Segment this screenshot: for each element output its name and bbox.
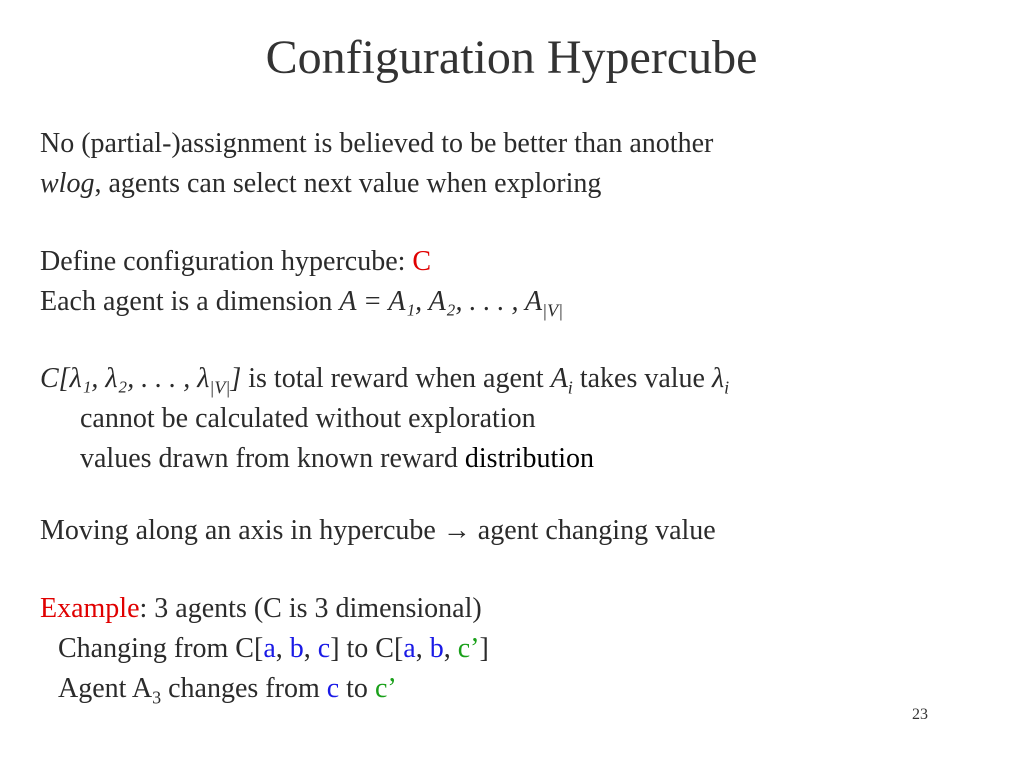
reward-formula-tail: ] (230, 363, 242, 394)
comma-4: , (443, 633, 458, 664)
value-b-2: b (429, 633, 444, 664)
reward-text: is total reward when agent (241, 363, 551, 394)
text-line-2 (40, 167, 601, 201)
lambda-i-main: λ (711, 363, 725, 394)
comma-1: , (275, 633, 290, 664)
agent-a3-sub: 3 (152, 687, 162, 708)
text-line-7 (80, 442, 594, 476)
agent-a3-text: Agent A (58, 673, 153, 704)
value-c-prime: c’ (457, 633, 480, 664)
value-c-old: c (326, 673, 340, 704)
text-line-6: cannot be calculated without exploration (80, 403, 536, 434)
agent-ai-main: A (550, 363, 568, 394)
distribution-link: distribution (464, 443, 595, 474)
to-text-2: to (339, 673, 375, 704)
takes-value-text: takes value (572, 363, 712, 394)
comma-3: , (415, 633, 430, 664)
values-drawn-text: values drawn from known reward (80, 443, 465, 474)
changing-from-text: Changing from C[ (58, 633, 264, 664)
define-text: Define configuration hypercube: (40, 246, 413, 277)
text-line-11 (58, 672, 397, 706)
example-text: : 3 agents (C is 3 dimensional) (139, 593, 482, 624)
example-label: Example (40, 593, 140, 624)
changes-from-text: changes from (161, 673, 327, 704)
value-c: c (317, 633, 331, 664)
slide-title: Configuration Hypercube (265, 31, 758, 84)
text-line-3 (40, 245, 431, 279)
value-a-2: a (403, 633, 416, 664)
dimension-text: Each agent is a dimension (40, 286, 333, 317)
text-line-1: No (partial-)assignment is believed to be better than another (40, 128, 714, 159)
text-line-4 (40, 285, 563, 319)
agents-formula-sub: |V| (542, 300, 564, 321)
hypercube-symbol: C (412, 246, 432, 277)
agents-formula (339, 286, 564, 321)
value-a: a (263, 633, 276, 664)
to-text: ] to C[ (330, 633, 404, 664)
comma-2: , (303, 633, 318, 664)
value-c-new: c’ (374, 673, 397, 704)
text-line-9 (40, 592, 482, 626)
agents-formula-main: A = A₁, A₂, . . . , A (339, 286, 543, 317)
page-number: 23 (912, 706, 928, 723)
text-line-2-rest: , agents can select next value when exploring (94, 168, 602, 199)
text-line-10 (58, 632, 489, 666)
value-b: b (289, 633, 304, 664)
close-bracket: ] (479, 633, 489, 664)
reward-formula-sub: |V| (209, 377, 231, 398)
lambda-i-sub: i (724, 377, 730, 398)
agent-ai (550, 363, 573, 398)
text-line-5 (40, 362, 729, 396)
lambda-i (711, 363, 730, 398)
reward-formula (40, 363, 242, 398)
reward-formula-main: C[λ₁, λ₂, . . . , λ (40, 363, 210, 394)
agent-ai-sub: i (567, 377, 573, 398)
wlog-text: wlog (40, 168, 95, 199)
text-line-8: Moving along an axis in hypercube → agent changing value (40, 515, 716, 546)
